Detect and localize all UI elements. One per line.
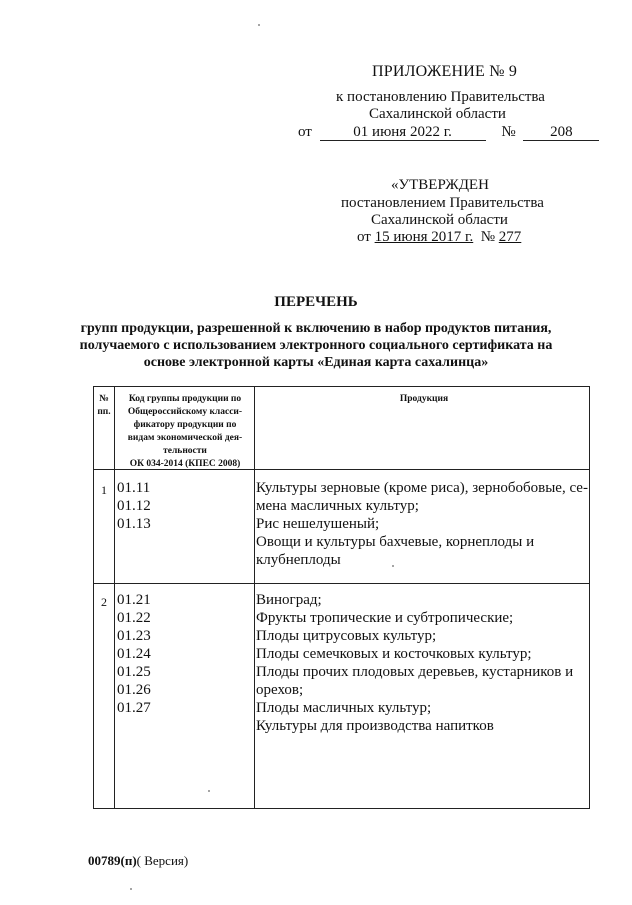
row-2-codes [117,591,151,717]
appendix-date: 01 июня 2022 г. [320,124,486,141]
code-item: 01.11 [117,480,151,496]
approved-date: 15 июня 2017 г. [374,229,474,245]
code-item: 01.27 [117,700,151,716]
row-1-num: 1 [101,483,107,497]
appendix-line-1: к постановлению Правительства [336,89,545,105]
product-line: Плоды цитрусовых культур; [256,628,437,644]
code-item: 01.12 [117,498,151,514]
code-item: 01.25 [117,664,151,680]
product-line: Плоды масличных культур; [256,700,432,716]
column-divider [114,387,115,808]
scan-speck [392,565,394,567]
approved-number-label: № [480,229,496,245]
row-1-products [256,479,588,569]
product-line: Овощи и культуры бахчевые, корнеплоды и [256,534,535,550]
appendix-title: ПРИЛОЖЕНИЕ № 9 [372,63,518,80]
row-2-num: 2 [101,595,107,609]
code-item: 01.23 [117,628,151,644]
product-line: орехов; [256,682,304,698]
scan-speck [208,790,210,792]
appendix-number: 208 [523,124,599,141]
approved-number: 277 [498,229,522,245]
header-code-line: Общероссийскому класси- [127,407,243,417]
scan-speck [130,888,132,890]
approved-date-row [357,229,521,246]
list-subtitle [0,320,632,371]
header-code-line: ОК 034-2014 (КПЕС 2008) [129,459,241,469]
header-code-line: видам экономической дея- [127,433,243,443]
product-line: Фрукты тропические и субтропические; [256,610,514,626]
approved-line-3: Сахалинской области [371,212,508,228]
product-line: Рис нешелушеный; [256,516,380,532]
footer-version: ( Версия) [136,853,189,868]
product-line: Культуры для производства напитков [256,718,494,734]
product-line: Плоды прочих плодовых деревьев, кустарников и [256,664,574,680]
subtitle-line: основе электронной карты «Единая карта сахалинца» [143,355,489,370]
scan-speck [258,24,260,26]
appendix-from-label: от [298,124,312,140]
subtitle-line: получаемого с использованием электронного социального сертификата на [79,338,553,353]
appendix-line-2: Сахалинской области [369,106,506,122]
row-2-products [256,591,573,735]
product-line: Культуры зерновые (кроме риса), зернобобовые, се- [256,480,588,496]
code-item: 01.22 [117,610,151,626]
list-title: ПЕРЕЧЕНЬ [274,294,358,310]
appendix-date-row [298,124,599,141]
footer-document-code [88,853,188,869]
column-divider [254,387,255,808]
header-product: Продукция [399,394,449,404]
header-code [116,393,254,471]
header-num-line: пп. [97,407,111,417]
approved-from-label: от [357,229,371,245]
subtitle-line: групп продукции, разрешенной к включению в набор продуктов питания, [80,321,552,336]
header-num [94,393,114,419]
header-code-line: фикатору продукции по [133,420,237,430]
products-table [93,386,590,809]
product-line: Виноград; [256,592,322,608]
footer-code: 00789(п) [88,853,137,868]
approved-line-2: постановлением Правительства [341,195,544,211]
row-1-codes [117,479,151,533]
header-code-line: Код группы продукции по [128,394,242,404]
product-line: мена масличных культур; [256,498,419,514]
header-num-line: № [99,394,109,404]
header-code-line: тельности [163,446,207,456]
code-item: 01.13 [117,516,151,532]
code-item: 01.24 [117,646,151,662]
appendix-number-label: № [501,124,516,140]
product-line: клубнеплоды [256,552,341,568]
product-line: Плоды семечковых и косточковых культур; [256,646,532,662]
code-item: 01.26 [117,682,151,698]
code-item: 01.21 [117,592,151,608]
approved-line-1: «УТВЕРЖДЕН [391,177,489,193]
row-divider [94,583,589,584]
